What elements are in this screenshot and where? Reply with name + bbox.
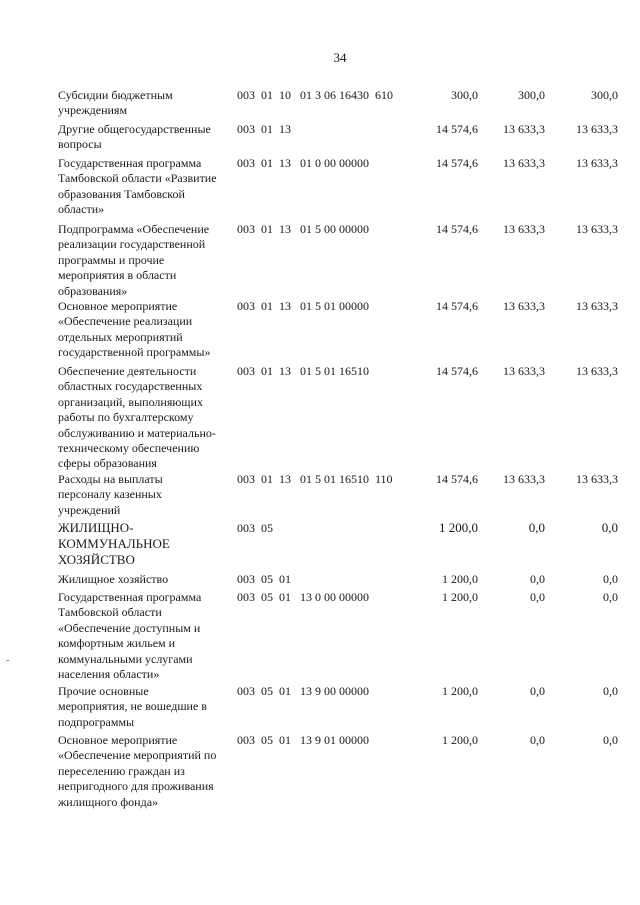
row-value-1: 1 200,0 (442, 590, 478, 604)
row-name: Основное мероприятие «Обеспечение реализации отдельных мероприятий государственной программы» (58, 299, 211, 360)
row-value-2: 300,0 (518, 88, 545, 102)
row-value-1: 14 574,6 (436, 222, 478, 236)
row-value-3: 13 633,3 (576, 122, 618, 136)
row-value-1: 1 200,0 (439, 520, 478, 535)
row-codes: 003 05 01 (237, 572, 291, 586)
row-value-2: 0,0 (530, 590, 545, 604)
row-value-2: 0,0 (530, 684, 545, 698)
row-value-2: 13 633,3 (503, 299, 545, 313)
row-value-3: 13 633,3 (576, 364, 618, 378)
row-value-1: 1 200,0 (442, 733, 478, 747)
row-name: Подпрограмма «Обеспечение реализации государственной программы и прочие мероприятия в области образования» (58, 222, 210, 298)
row-value-3: 0,0 (603, 590, 618, 604)
row-value-2: 0,0 (530, 733, 545, 747)
row-name: Расходы на выплаты персоналу казенных учреждений (58, 472, 163, 517)
row-value-1: 14 574,6 (436, 364, 478, 378)
row-value-2: 13 633,3 (503, 472, 545, 486)
row-value-3: 0,0 (603, 572, 618, 586)
row-name: Другие общегосударственные вопросы (58, 122, 211, 152)
row-codes: 003 01 13 (237, 122, 291, 136)
row-name: Основное мероприятие «Обеспечение мероприятий по переселению граждан из непригодного для проживания жилищного фонда» (58, 733, 217, 809)
row-value-2: 13 633,3 (503, 222, 545, 236)
row-codes: 003 01 13 01 0 00 00000 (237, 156, 369, 170)
row-name: Прочие основные мероприятия, не вошедшие в подпрограммы (58, 684, 207, 729)
row-value-1: 14 574,6 (436, 472, 478, 486)
row-name: Субсидии бюджетным учреждениям (58, 88, 173, 118)
row-value-2: 0,0 (528, 520, 545, 535)
row-name: Государственная программа Тамбовской области «Обеспечение доступным и комфортным жильем и коммунальными услугами населения области» (58, 590, 202, 682)
row-value-1: 14 574,6 (436, 156, 478, 170)
row-name: Государственная программа Тамбовской области «Развитие образования Тамбовской области» (58, 156, 217, 217)
row-value-3: 13 633,3 (576, 299, 618, 313)
row-value-2: 0,0 (530, 572, 545, 586)
row-codes: 003 01 13 01 5 01 16510 (237, 364, 369, 378)
row-codes: 003 05 01 13 0 00 00000 (237, 590, 369, 604)
row-codes: 003 05 01 13 9 00 00000 (237, 684, 369, 698)
row-value-3: 0,0 (601, 520, 618, 535)
row-codes: 003 01 13 01 5 01 00000 (237, 299, 369, 313)
row-value-3: 13 633,3 (576, 156, 618, 170)
row-value-1: 14 574,6 (436, 122, 478, 136)
row-codes: 003 01 13 01 5 00 00000 (237, 222, 369, 236)
row-value-2: 13 633,3 (503, 364, 545, 378)
row-value-2: 13 633,3 (503, 122, 545, 136)
row-value-3: 0,0 (603, 684, 618, 698)
row-value-3: 13 633,3 (576, 472, 618, 486)
row-value-2: 13 633,3 (503, 156, 545, 170)
row-value-1: 1 200,0 (442, 684, 478, 698)
row-value-1: 1 200,0 (442, 572, 478, 586)
row-name: Обеспечение деятельности областных государственных организаций, выполняющих работы по бухгалтерскому обслуживанию и материально- техническому обеспечению сферы образования (58, 364, 216, 471)
row-value-3: 13 633,3 (576, 222, 618, 236)
row-value-3: 300,0 (591, 88, 618, 102)
row-value-3: 0,0 (603, 733, 618, 747)
row-name: ЖИЛИЩНО- КОММУНАЛЬНОЕ ХОЗЯЙСТВО (58, 520, 170, 567)
row-name: Жилищное хозяйство (58, 572, 169, 586)
margin-mark: - (6, 655, 10, 666)
row-codes: 003 05 (237, 521, 273, 535)
row-codes: 003 05 01 13 9 01 00000 (237, 733, 369, 747)
row-value-1: 300,0 (451, 88, 478, 102)
row-codes: 003 01 10 01 3 06 16430 610 (237, 88, 393, 102)
page-number: 34 (333, 50, 347, 65)
row-value-1: 14 574,6 (436, 299, 478, 313)
row-codes: 003 01 13 01 5 01 16510 110 (237, 472, 393, 486)
